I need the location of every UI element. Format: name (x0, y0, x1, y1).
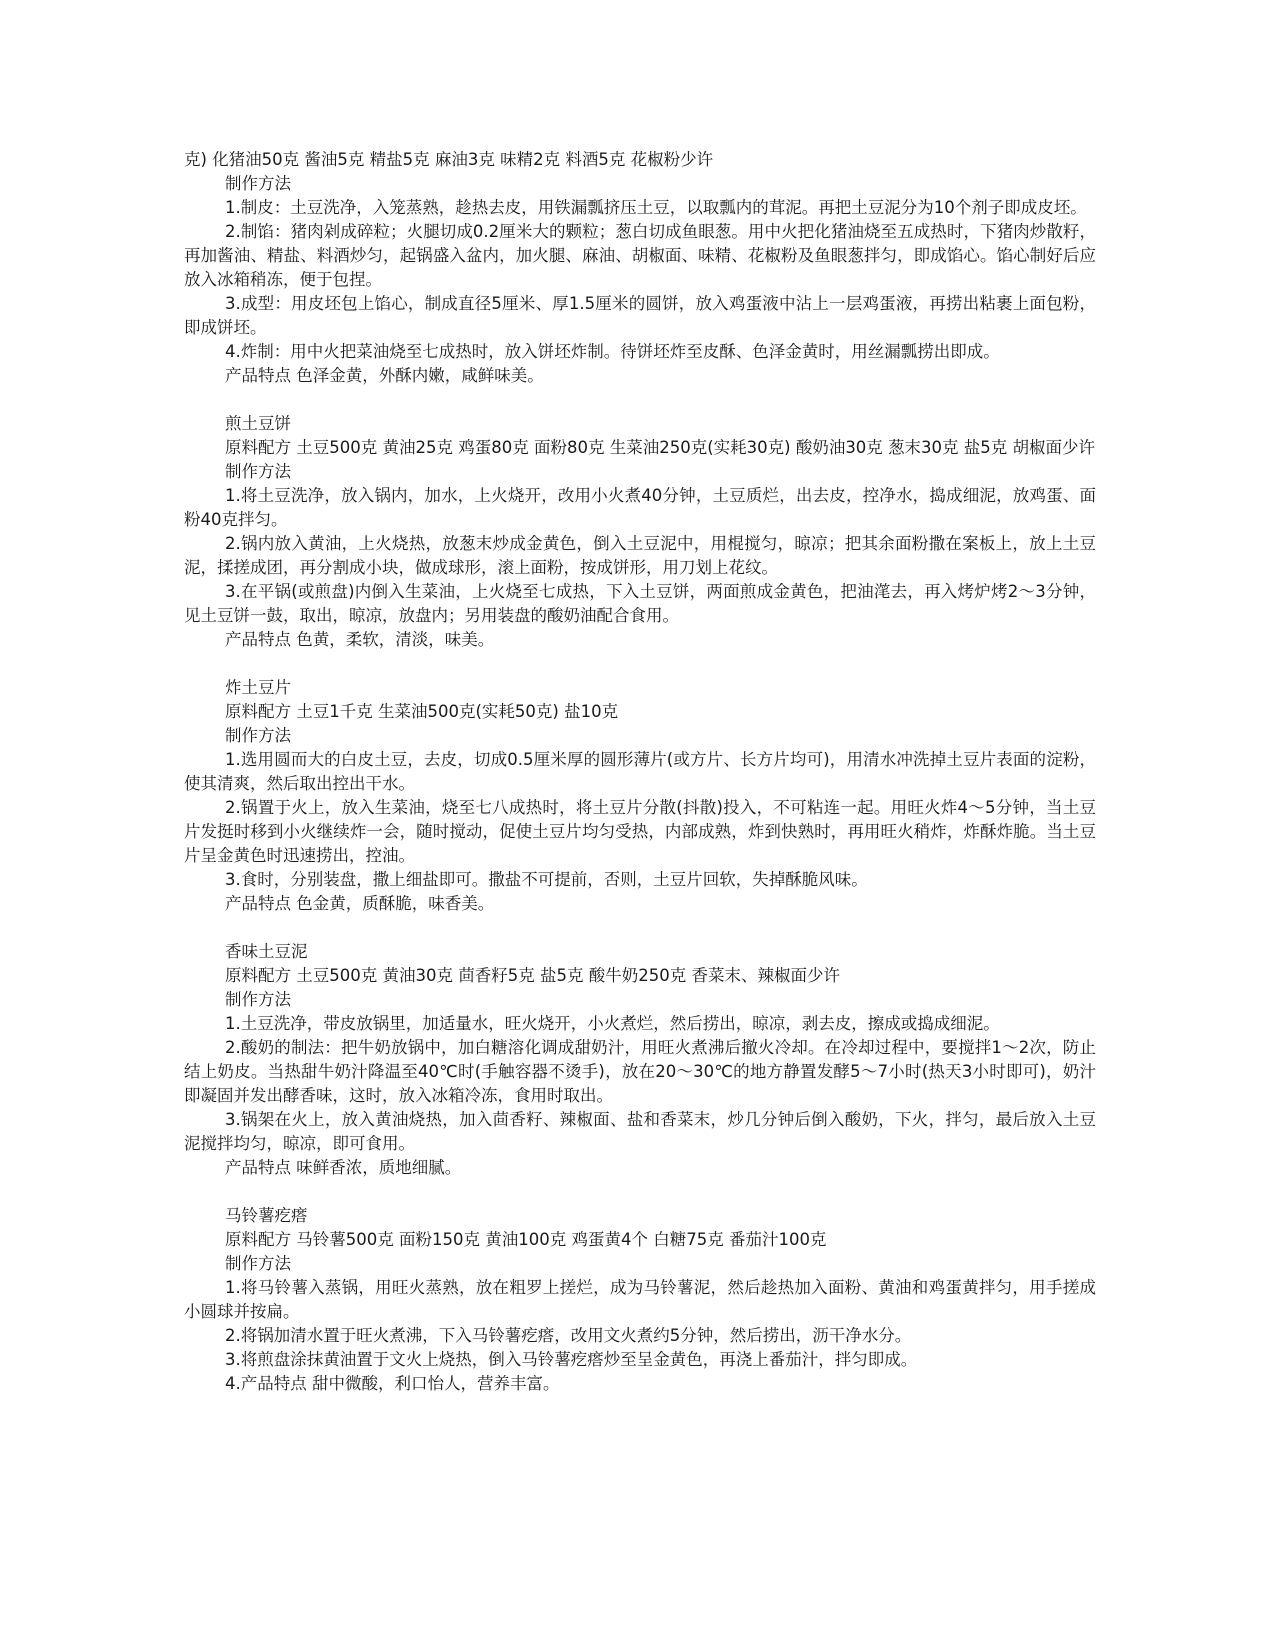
ingredients-line: 原料配方 土豆500克 黄油30克 茴香籽5克 盐5克 酸牛奶250克 香菜末、辣椒面少许 (225, 966, 840, 985)
ingredients-line: 原料配方 土豆1千克 生菜油500克(实耗50克) 盐10克 (225, 702, 619, 721)
recipe-title: 煎土豆饼 (225, 414, 291, 433)
step-paragraph: 2.制馅：猪肉剁成碎粒；火腿切成0.2厘米大的颗粒；葱白切成鱼眼葱。用中火把化猪油烧至五成热时，下猪肉炒散籽，再加酱油、精盐、料酒炒匀，起锅盛入盆内，加火腿、麻油、胡椒面、味精、花椒粉及鱼眼葱拌匀，即成馅心。馅心制好后应放入冰箱稍冻，便于包捏。 (184, 222, 1096, 289)
step-paragraph: 1.土豆洗净，带皮放锅里，加适量水，旺火烧开，小火煮烂，然后捞出，晾凉，剥去皮，擦成或捣成细泥。 (225, 1014, 1000, 1033)
section-gap (184, 1180, 1096, 1204)
step-paragraph: 3.在平锅(或煎盘)内倒入生菜油，上火烧至七成热，下入土豆饼，两面煎成金黄色，把油滗去，再入烤炉烤2～3分钟，见土豆饼一鼓，取出，晾凉，放盘内；另用装盘的酸奶油配合食用。 (184, 582, 1096, 625)
step-paragraph: 3.将煎盘涂抹黄油置于文火上烧热，倒入马铃薯疙瘩炒至呈金黄色，再浇上番茄汁，拌匀即成。 (225, 1350, 918, 1369)
section-gap (184, 916, 1096, 940)
step-paragraph: 2.酸奶的制法：把牛奶放锅中，加白糖溶化调成甜奶汁，用旺火煮沸后撤火冷却。在冷却过程中，要搅拌1～2次，防止结上奶皮。当热甜牛奶汁降温至40℃时(手触容器不烫手)，放在20～30℃的地方静置发酵5～7小时(热天3小时即可)，奶汁即凝固并发出酵香味，这时，放入冰箱冷冻，食用时取出。 (184, 1038, 1096, 1105)
step-paragraph: 4.炸制：用中火把菜油烧至七成热时，放入饼坯炸制。待饼坯炸至皮酥、色泽金黄时，用丝漏瓢捞出即成。 (225, 342, 1000, 361)
ingredients-line: 克) 化猪油50克 酱油5克 精盐5克 麻油3克 味精2克 料酒5克 花椒粉少许 (184, 150, 714, 169)
document-page (184, 148, 1096, 1396)
method-label: 制作方法 (225, 1254, 291, 1273)
feature-line: 产品特点 味鲜香浓，质地细腻。 (225, 1158, 462, 1177)
ingredients-line: 原料配方 土豆500克 黄油25克 鸡蛋80克 面粉80克 生菜油250克(实耗30克) 酸奶油30克 葱末30克 盐5克 胡椒面少许 (225, 438, 1096, 457)
ingredients-line: 原料配方 马铃薯500克 面粉150克 黄油100克 鸡蛋黄4个 白糖75克 番茄汁100克 (225, 1230, 827, 1249)
recipe-title: 香味土豆泥 (225, 942, 308, 961)
feature-line: 产品特点 色金黄，质酥脆，味香美。 (225, 894, 495, 913)
step-paragraph: 3.食时，分别装盘，撒上细盐即可。撒盐不可提前，否则，土豆片回软，失掉酥脆风味。 (225, 870, 868, 889)
section-gap (184, 388, 1096, 412)
recipe-title: 炸土豆片 (225, 678, 291, 697)
step-paragraph: 2.将锅加清水置于旺火煮沸，下入马铃薯疙瘩，改用文火煮约5分钟，然后捞出，沥干净水分。 (225, 1326, 912, 1345)
method-label: 制作方法 (225, 990, 291, 1009)
feature-line: 产品特点 色黄，柔软，清淡，味美。 (225, 630, 495, 649)
method-label: 制作方法 (225, 462, 291, 481)
step-paragraph: 2.锅置于火上，放入生菜油，烧至七八成热时，将土豆片分散(抖散)投入，不可粘连一起。用旺火炸4～5分钟，当土豆片发挺时移到小火继续炸一会，随时搅动，促使土豆片均匀受热，内部成熟，炸到快熟时，再用旺火稍炸，炸酥炸脆。当土豆片呈金黄色时迅速捞出，控油。 (184, 798, 1096, 865)
step-paragraph: 3.成型：用皮坯包上馅心，制成直径5厘米、厚1.5厘米的圆饼，放入鸡蛋液中沾上一层鸡蛋液，再捞出粘裹上面包粉，即成饼坯。 (184, 294, 1096, 337)
step-paragraph: 2.锅内放入黄油，上火烧热，放葱末炒成金黄色，倒入土豆泥中，用棍搅匀，晾凉；把其余面粉撒在案板上，放上土豆泥，揉搓成团，再分割成小块，做成球形，滚上面粉，按成饼形，用刀划上花纹。 (184, 534, 1096, 577)
method-label: 制作方法 (225, 726, 291, 745)
method-label: 制作方法 (225, 174, 291, 193)
step-paragraph: 1.将土豆洗净，放入锅内，加水，上火烧开，改用小火煮40分钟，土豆质烂，出去皮，控净水，捣成细泥，放鸡蛋、面粉40克拌匀。 (184, 486, 1096, 529)
step-paragraph: 1.将马铃薯入蒸锅，用旺火蒸熟，放在粗罗上搓烂，成为马铃薯泥，然后趁热加入面粉、黄油和鸡蛋黄拌匀，用手搓成小圆球并按扁。 (184, 1278, 1096, 1321)
section-gap (184, 652, 1096, 676)
step-paragraph: 3.锅架在火上，放入黄油烧热，加入茴香籽、辣椒面、盐和香菜末，炒几分钟后倒入酸奶，下火，拌匀，最后放入土豆泥搅拌均匀，晾凉，即可食用。 (184, 1110, 1096, 1153)
step-paragraph: 1.选用圆而大的白皮土豆，去皮，切成0.5厘米厚的圆形薄片(或方片、长方片均可)，用清水冲洗掉土豆片表面的淀粉，使其清爽，然后取出控出干水。 (184, 750, 1096, 793)
recipe-title: 马铃薯疙瘩 (225, 1206, 308, 1225)
feature-line: 4.产品特点 甜中微酸，利口怡人，营养丰富。 (225, 1374, 560, 1393)
step-paragraph: 1.制皮：土豆洗净，入笼蒸熟，趁热去皮，用铁漏瓢挤压土豆，以取瓢内的茸泥。再把土豆泥分为10个剂子即成皮坯。 (225, 198, 1087, 217)
feature-line: 产品特点 色泽金黄，外酥内嫩，咸鲜味美。 (225, 366, 544, 385)
